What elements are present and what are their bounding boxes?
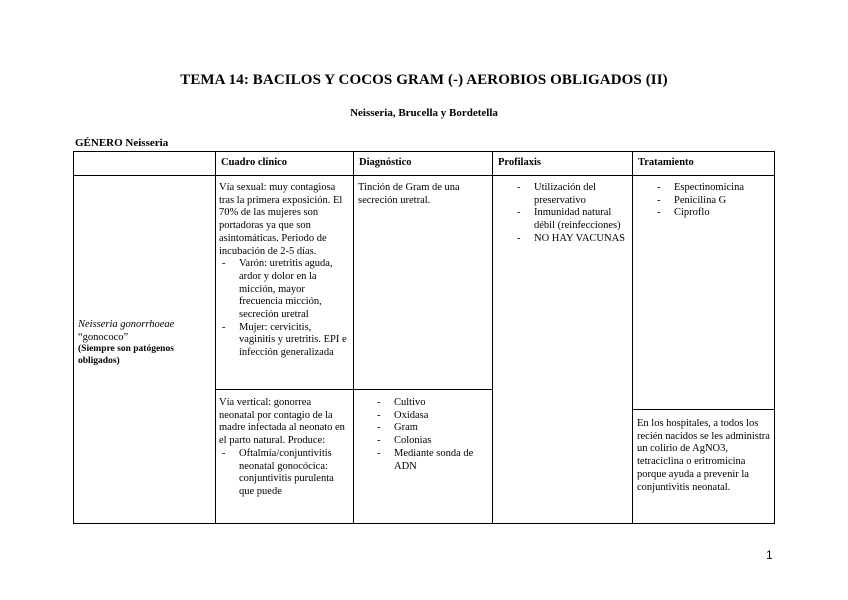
header-tratamiento: Tratamiento (638, 157, 694, 168)
list-item: - Colonias (374, 435, 486, 448)
list-item: - Mediante sonda de ADN (374, 448, 486, 473)
header-divider (74, 175, 774, 176)
column-divider (492, 152, 493, 523)
tratamiento-hospital: En los hospitales, a todos los recién nacidos se les administra un colirio de AgNO3, tetraciclina o eritromicina porque ayuda a prevenir la conjuntivitis neonatal. (637, 418, 770, 493)
header-profilaxis: Profilaxis (498, 157, 541, 168)
list-item: - Ciproflo (654, 207, 769, 220)
list-item: - Varón: uretritis aguda, ardor y dolor en la micción, mayor frecuencia micción, secreción uretral (219, 258, 349, 322)
list-item: - Utilización del preservativo (514, 182, 629, 207)
cuadro-sexual-text: Vía sexual: muy contagiosa tras la primera exposición. El 70% de las mujeres son portadoras ya que son asintomáticas. Periodo de incubación de 2-5 días. (219, 182, 343, 257)
header-diagnostico: Diagnóstico (359, 157, 412, 168)
page-number: 1 (766, 548, 773, 562)
page-title: TEMA 14: BACILOS Y COCOS GRAM (-) AEROBIOS OBLIGADOS (II) (180, 72, 668, 88)
list-item: - Gram (374, 422, 486, 435)
column-divider (353, 152, 354, 523)
row-divider (215, 389, 493, 390)
cuadro-vertical-text: Vía vertical: gonorrea neonatal por contagio de la madre infectada al neonato en el parto natural. Produce: (219, 397, 345, 447)
list-item: - Mujer: cervicitis, vaginitis y uretritis. EPI e infección generalizada (219, 322, 349, 360)
cuadro-vertical-list (219, 448, 349, 499)
organism-note: (Siempre son patógenos obligados) (78, 344, 174, 366)
list-item: - Cultivo (374, 397, 486, 410)
tratamiento-list (654, 182, 769, 220)
list-item: - Penicilina G (654, 195, 769, 208)
section-heading: GÉNERO Neisseria (75, 137, 169, 149)
list-item: - Oxidasa (374, 410, 486, 423)
list-item: - Oftalmía/conjuntivitis neonatal gonocócica: conjuntivitis purulenta que puede (219, 448, 349, 499)
cuadro-clinico-sexual (219, 182, 349, 360)
diagnostico-list (374, 397, 486, 473)
clinical-table (73, 151, 775, 524)
tratamiento-list-cell (654, 182, 769, 220)
list-item: - Espectinomicina (654, 182, 769, 195)
cuadro-clinico-vertical (219, 397, 349, 499)
page-subtitle: Neisseria, Brucella y Bordetella (350, 107, 498, 119)
header-cuadro-clinico: Cuadro clínico (221, 157, 288, 168)
list-item: - Inmunidad natural débil (reinfecciones) (514, 207, 629, 232)
column-divider (632, 152, 633, 523)
diagnostico-vertical (374, 397, 486, 473)
organism-nickname: “gonococo” (78, 331, 129, 343)
organism-name: Neisseria gonorrhoeae (78, 319, 175, 330)
organism-cell (78, 319, 210, 367)
list-item: - NO HAY VACUNAS (514, 233, 629, 246)
profilaxis-cell (514, 182, 629, 246)
row-divider (632, 409, 774, 410)
diagnostico-sexual: Tinción de Gram de una secreción uretral. (358, 182, 460, 206)
cuadro-sexual-list (219, 258, 349, 360)
column-divider (215, 152, 216, 523)
profilaxis-list (514, 182, 629, 246)
